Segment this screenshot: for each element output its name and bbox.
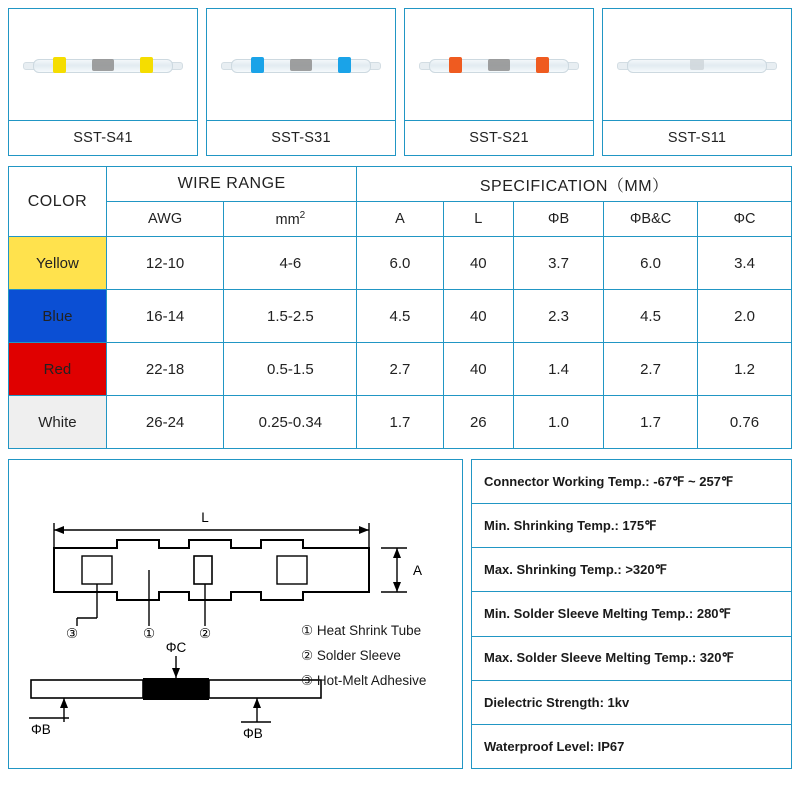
cell-a: 1.7 [357,396,443,449]
cell-a: 2.7 [357,343,443,396]
cell-l: 26 [443,396,513,449]
color-swatch-yellow: Yellow [9,237,107,290]
product-card [602,8,792,156]
header-phi-bc: ΦB&C [604,202,698,237]
color-swatch-red: Red [9,343,107,396]
product-image [9,9,197,120]
table-row [9,290,792,343]
diagram-legend [301,618,426,693]
label-A: A [413,563,423,578]
cell-phi-b: 2.3 [514,290,604,343]
cell-phi-b: 1.4 [514,343,604,396]
cell-phi-b: 3.7 [514,237,604,290]
connector-illustration-icon [23,48,183,82]
product-card [206,8,396,156]
header-phi-c: ΦC [698,202,792,237]
cell-awg: 16-14 [106,290,223,343]
product-card-label: SST-S11 [603,120,791,155]
technical-drawing [8,459,463,769]
callout-1: ① [142,626,156,641]
cell-phi-c: 2.0 [698,290,792,343]
cell-phi-c: 0.76 [698,396,792,449]
header-a: A [357,202,443,237]
header-mm2: $mm^2$ [224,202,357,237]
color-swatch-white: White [9,396,107,449]
cell-mm2: 0.25-0.34 [224,396,357,449]
cell-l: 40 [443,237,513,290]
cell-awg: 12-10 [106,237,223,290]
specification-table [8,166,792,449]
cell-phi-c: 1.2 [698,343,792,396]
specification-list [471,459,792,769]
product-image [603,9,791,120]
table-row [9,343,792,396]
cell-mm2: 4-6 [224,237,357,290]
cell-phi-bc: 4.5 [604,290,698,343]
label-L: L [201,510,209,525]
header-specification: SPECIFICATION（MM） [357,167,792,202]
spec-max-solder-melting-temp: Max. Solder Sleeve Melting Temp.: 320℉ [471,636,792,680]
cell-phi-bc: 6.0 [604,237,698,290]
cell-l: 40 [443,343,513,396]
product-card-label: SST-S31 [207,120,395,155]
legend-item-3: ③ Hot-Melt Adhesive [301,673,427,688]
header-awg: AWG [106,202,223,237]
connector-illustration-icon [617,48,777,82]
label-phi-b-right: ΦB [243,726,263,741]
bottom-section [8,459,792,769]
product-card [8,8,198,156]
connector-illustration-icon [419,48,579,82]
legend-item-2: ② Solder Sleeve [301,648,401,663]
connector-dimension-diagram-icon [9,460,464,770]
callout-3: ③ [65,626,79,641]
cell-mm2: 0.5-1.5 [224,343,357,396]
cell-a: 6.0 [357,237,443,290]
spec-working-temp: Connector Working Temp.: -67℉ ~ 257℉ [471,459,792,503]
product-card-row [8,8,792,156]
cell-awg: 22-18 [106,343,223,396]
connector-illustration-icon [221,48,381,82]
cell-l: 40 [443,290,513,343]
cell-phi-b: 1.0 [514,396,604,449]
callout-2: ② [198,626,212,641]
cell-mm2: 1.5-2.5 [224,290,357,343]
label-phi-b-left: ΦB [31,722,51,737]
color-swatch-blue: Blue [9,290,107,343]
product-card-label: SST-S41 [9,120,197,155]
product-image [207,9,395,120]
spec-waterproof-level: Waterproof Level: IP67 [471,724,792,769]
table-group-header-row [9,167,792,202]
table-row [9,237,792,290]
cell-awg: 26-24 [106,396,223,449]
cell-a: 4.5 [357,290,443,343]
header-l: L [443,202,513,237]
cell-phi-bc: 1.7 [604,396,698,449]
spec-min-solder-melting-temp: Min. Solder Sleeve Melting Temp.: 280℉ [471,591,792,635]
spec-dielectric-strength: Dielectric Strength: 1kv [471,680,792,724]
spec-max-shrinking-temp: Max. Shrinking Temp.: >320℉ [471,547,792,591]
spec-min-shrinking-temp: Min. Shrinking Temp.: 175℉ [471,503,792,547]
product-card-label: SST-S21 [405,120,593,155]
table-sub-header-row [9,202,792,237]
header-wire-range: WIRE RANGE [106,167,357,202]
cell-phi-bc: 2.7 [604,343,698,396]
header-color: COLOR [9,167,107,237]
label-phi-c: ΦC [165,640,187,655]
product-card [404,8,594,156]
cell-phi-c: 3.4 [698,237,792,290]
product-image [405,9,593,120]
legend-item-1: ① Heat Shrink Tube [301,623,422,638]
table-row [9,396,792,449]
header-phi-b: ΦB [514,202,604,237]
